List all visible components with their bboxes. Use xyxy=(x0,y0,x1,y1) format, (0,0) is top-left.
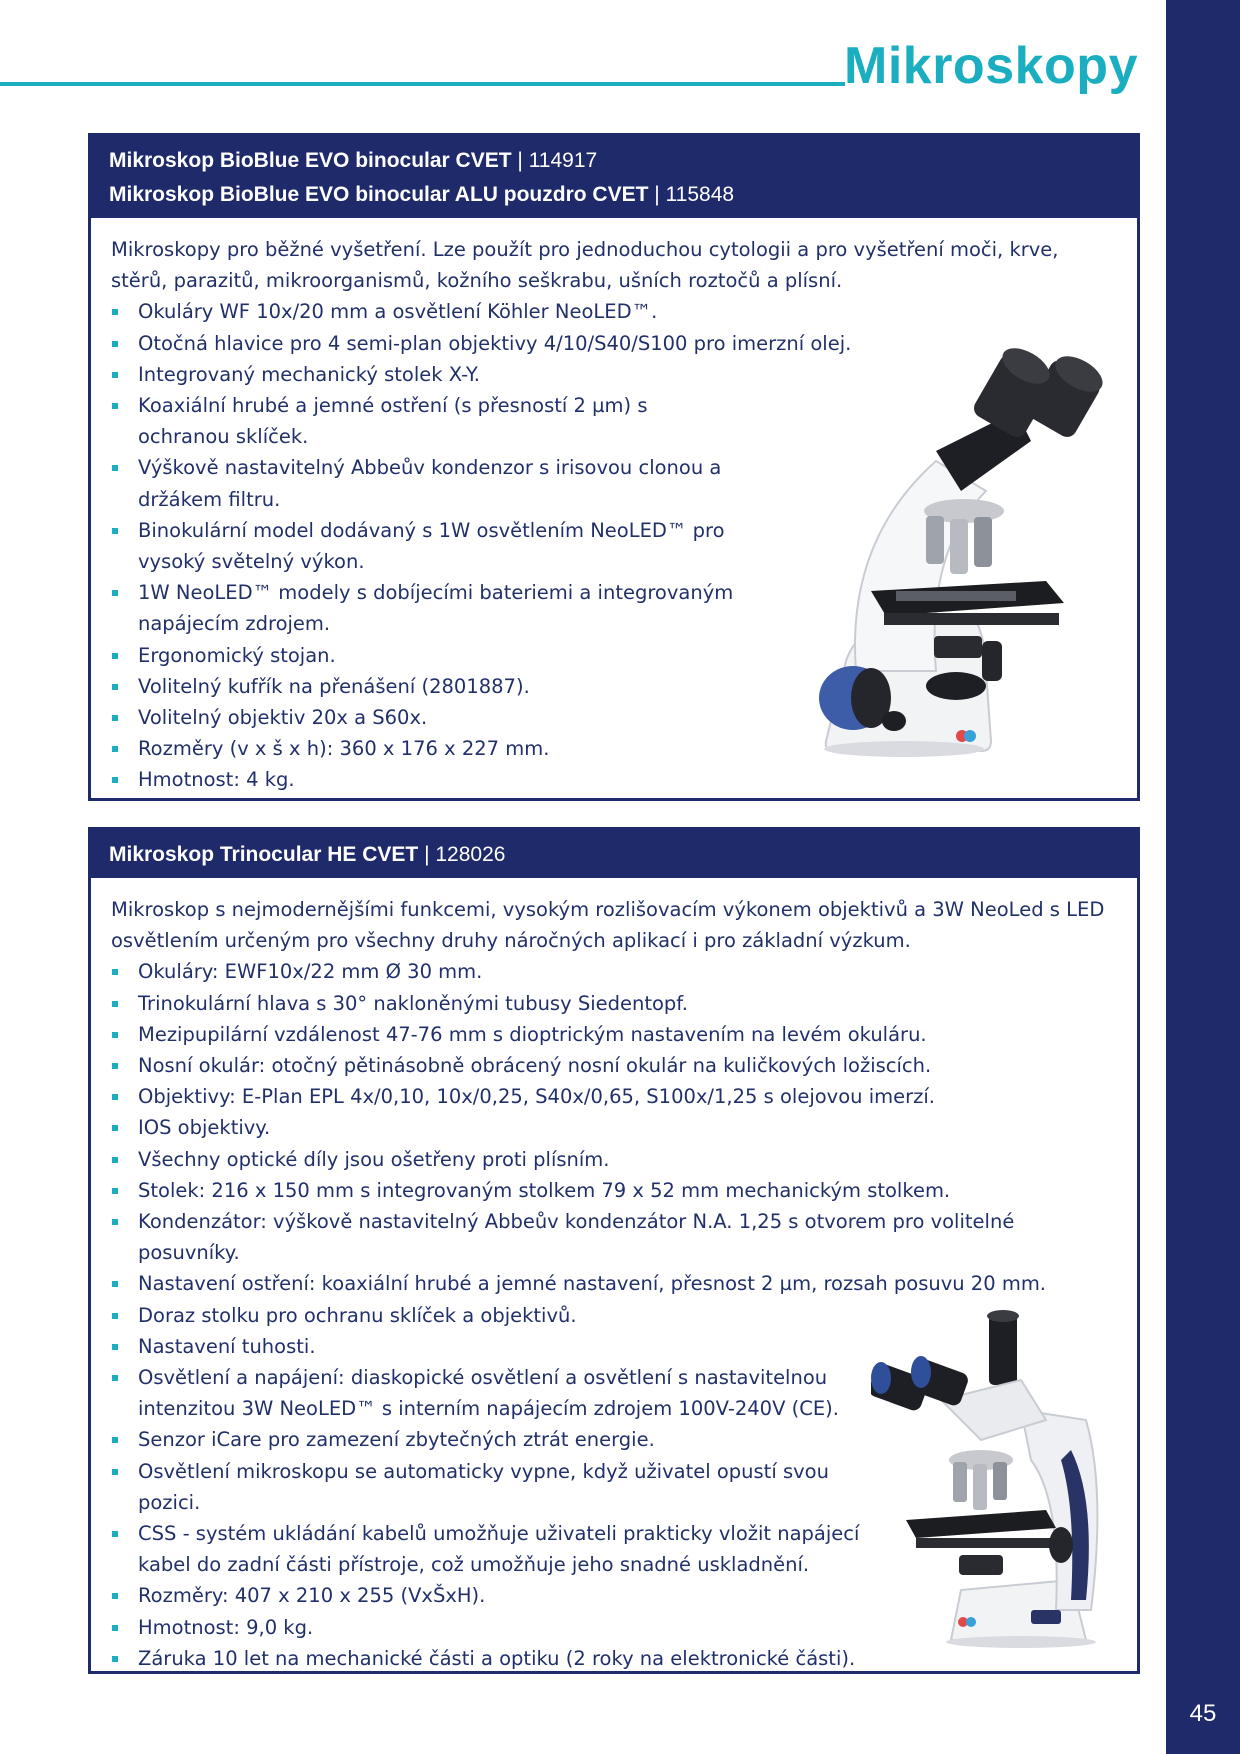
product-card-header xyxy=(91,136,1137,218)
feature-item: Stolek: 216 x 150 mm s integrovaným stolkem 79 x 52 mm mechanickým stolkem. xyxy=(111,1175,1117,1206)
feature-item: Všechny optické díly jsou ošetřeny proti plísním. xyxy=(111,1144,1117,1175)
product-intro: Mikroskopy pro běžné vyšetření. Lze použít pro jednoduchou cytologii a pro vyšetření moči, krve, stěrů, parazitů, mikroorganismů, kožního seškrabu, ušních roztočů a plísní. xyxy=(111,238,1059,293)
product-code: 114917 xyxy=(528,149,598,172)
title-rule xyxy=(0,82,845,86)
feature-item: Volitelný kufřík na přenášení (2801887). xyxy=(111,671,1117,702)
feature-item: Kondenzátor: výškově nastavitelný Abbeův kondenzátor N.A. 1,25 s otvorem pro volitelné posuvníky. xyxy=(111,1206,1117,1268)
product-name: Mikroskop Trinocular HE CVET xyxy=(109,843,419,866)
feature-item: Binokulární model dodávaný s 1W osvětlením NeoLED™ pro vysoký světelný výkon. xyxy=(111,515,738,577)
feature-item: Senzor iCare pro zamezení zbytečných ztrát energie. xyxy=(111,1424,1117,1455)
product-card-trinocular xyxy=(88,827,1140,1674)
feature-item: Hmotnost: 9,0 kg. xyxy=(111,1612,1117,1643)
product-heading: Mikroskop BioBlue EVO binocular ALU pouzdro CVET | 115848 xyxy=(109,183,735,206)
feature-item: Okuláry: EWF10x/22 mm Ø 30 mm. xyxy=(111,956,1117,987)
feature-item: 1W NeoLED™ modely s dobíjecími bateriemi a integrovaným napájecím zdrojem. xyxy=(111,577,738,639)
feature-item: CSS - systém ukládání kabelů umožňuje uživateli prakticky vložit napájecí kabel do zadní části přístroje, což umožňuje jeho snadné uskladnění. xyxy=(111,1518,878,1580)
product-heading: Mikroskop BioBlue EVO binocular CVET | 114917 xyxy=(109,149,598,172)
feature-item: Doraz stolku pro ochranu sklíček a objektivů. xyxy=(111,1300,1117,1331)
feature-item: Mezipupilární vzdálenost 47-76 mm s dioptrickým nastavením na levém okuláru. xyxy=(111,1019,1117,1050)
product-code: 115848 xyxy=(665,183,735,206)
feature-item: Rozměry (v x š x h): 360 x 176 x 227 mm. xyxy=(111,733,1117,764)
feature-item: IOS objektivy. xyxy=(111,1112,1117,1143)
product-card-bioblue xyxy=(88,133,1140,801)
feature-item: Rozměry: 407 x 210 x 255 (VxŠxH). xyxy=(111,1580,1117,1611)
feature-item: Objektivy: E-Plan EPL 4x/0,10, 10x/0,25, S40x/0,65, S100x/1,25 s olejovou imerzí. xyxy=(111,1081,1117,1112)
feature-item: Okuláry WF 10x/20 mm a osvětlení Köhler NeoLED™. xyxy=(111,296,1117,327)
feature-item: Záruka 10 let na mechanické části a optiku (2 roky na elektronické části). xyxy=(111,1643,1117,1674)
page-number: 45 xyxy=(1189,1700,1217,1727)
product-card-header xyxy=(91,830,1137,878)
feature-item: Otočná hlavice pro 4 semi-plan objektivy 4/10/S40/S100 pro imerzní olej. xyxy=(111,328,1117,359)
feature-item: Nosní okulár: otočný pětinásobně obrácený nosní okulár na kuličkových ložiscích. xyxy=(111,1050,1117,1081)
feature-item: Volitelný objektiv 20x a S60x. xyxy=(111,702,1117,733)
product-name: Mikroskop BioBlue EVO binocular ALU pouzdro CVET xyxy=(109,183,649,206)
feature-item: Výškově nastavitelný Abbeův kondenzor s irisovou clonou a držákem filtru. xyxy=(111,452,738,514)
feature-item: Integrovaný mechanický stolek X-Y. xyxy=(111,359,1117,390)
feature-item: Hmotnost: 4 kg. xyxy=(111,764,1117,795)
product-name: Mikroskop BioBlue EVO binocular CVET xyxy=(109,149,512,172)
feature-item: Osvětlení a napájení: diaskopické osvětlení a osvětlení s nastavitelnou intenzitou 3W NeoLED™ s interním napájecím zdrojem 100V-240V (CE). xyxy=(111,1362,868,1424)
binocular-microscope-image xyxy=(786,341,1126,781)
product-code: 128026 xyxy=(435,843,506,866)
page-title: Mikroskopy xyxy=(844,37,1138,95)
feature-item: Koaxiální hrubé a jemné ostření (s přesností 2 µm) s ochranou sklíček. xyxy=(111,390,738,452)
feature-item: Ergonomický stojan. xyxy=(111,640,1117,671)
product-intro: Mikroskop s nejmodernějšími funkcemi, vysokým rozlišovacím výkonem objektivů a 3W NeoLed s LED osvětlením určeným pro všechny druhy náročných aplikací i pro základní výzkum. xyxy=(111,898,1105,953)
feature-item: Osvětlení mikroskopu se automaticky vypne, když uživatel opustí svou pozici. xyxy=(111,1456,838,1518)
feature-item: Nastavení ostření: koaxiální hrubé a jemné nastavení, přesnost 2 µm, rozsah posuvu 20 mm. xyxy=(111,1268,1117,1299)
side-color-bar xyxy=(1166,0,1240,1754)
product-heading: Mikroskop Trinocular HE CVET | 128026 xyxy=(109,843,506,866)
feature-item: Nastavení tuhosti. xyxy=(111,1331,1117,1362)
feature-item: Trinokulární hlava s 30° nakloněnými tubusy Siedentopf. xyxy=(111,988,1117,1019)
trinocular-microscope-image xyxy=(871,1310,1121,1655)
